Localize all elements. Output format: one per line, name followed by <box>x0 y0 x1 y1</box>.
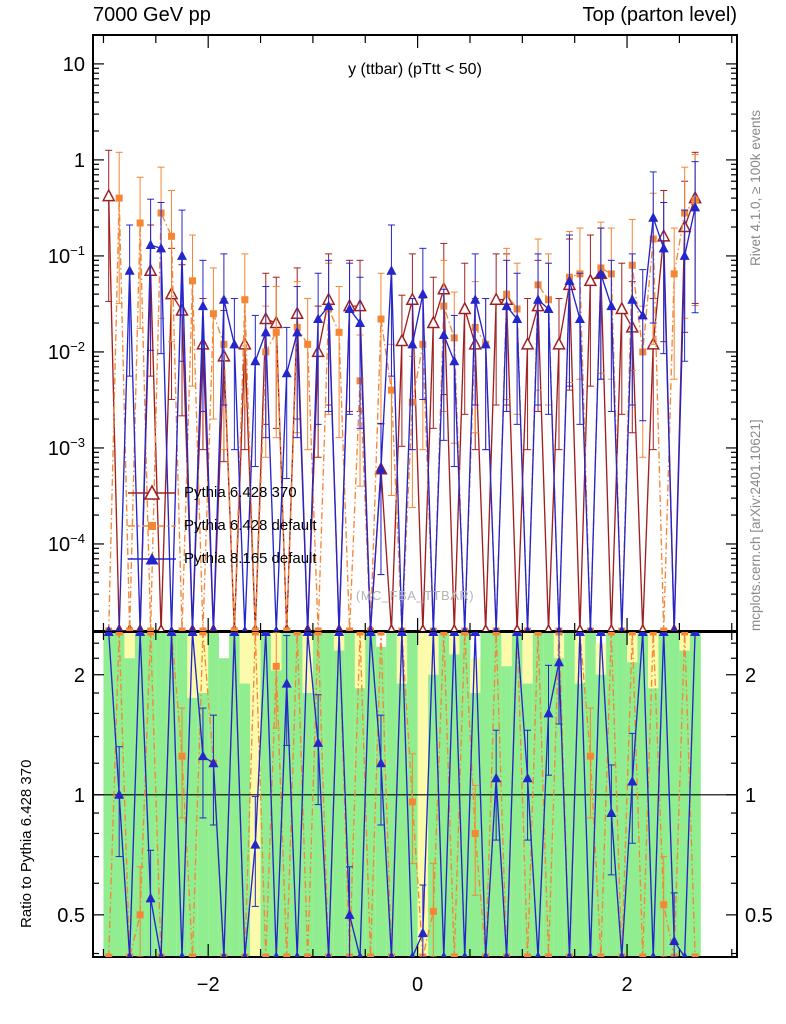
rivet-version-text: Rivet 4.1.0, ≥ 100k events <box>748 110 763 266</box>
svg-text:10−4: $10^{-4}$ <box>47 530 85 556</box>
header <box>93 4 737 27</box>
legend-marker-filled-triangle-icon <box>126 548 178 570</box>
header-beam-label: 7000 GeV pp <box>93 4 211 26</box>
mcplots-citation-text: mcplots.cern.ch [arXiv:2401.10621] <box>748 419 763 631</box>
legend-item-pythia6-370 <box>126 476 317 509</box>
svg-text:1: 1 <box>73 149 85 172</box>
svg-text:−2: −2 <box>196 974 220 996</box>
svg-text:10−3: $10^{-3}$ <box>47 434 85 460</box>
svg-text:2: 2 <box>621 974 633 996</box>
ratio-axis-label: Ratio to Pythia 6.428 370 <box>18 759 35 928</box>
svg-text:0.5: 0.5 <box>57 904 85 927</box>
svg-text:0: 0 <box>412 974 424 996</box>
plot-title: y (ttbar) (pTtt < 50) <box>348 61 482 78</box>
legend-label: Pythia 6.428 default <box>184 517 317 534</box>
legend <box>126 476 317 575</box>
legend-item-pythia8-default <box>126 542 317 575</box>
svg-text:10−2: $10^{-2}$ <box>47 338 85 364</box>
svg-text:1: 1 <box>73 784 85 807</box>
header-analysis-label: Top (parton level) <box>582 4 737 26</box>
svg-text:0.5: 0.5 <box>745 904 773 927</box>
watermark-text: (MC_FBA_TTBAR) <box>355 588 475 603</box>
svg-text:10: 10 <box>62 53 85 76</box>
legend-label: Pythia 8.165 default <box>184 550 317 567</box>
svg-text:1: 1 <box>745 784 757 807</box>
svg-text:2: 2 <box>73 664 85 687</box>
legend-item-pythia6-default <box>126 509 317 542</box>
svg-text:2: 2 <box>745 664 757 687</box>
legend-marker-open-triangle-icon <box>126 482 178 504</box>
legend-label: Pythia 6.428 370 <box>184 484 297 501</box>
svg-text:10−1: $10^{-1}$ <box>47 242 85 268</box>
legend-marker-filled-square-icon <box>126 515 178 537</box>
